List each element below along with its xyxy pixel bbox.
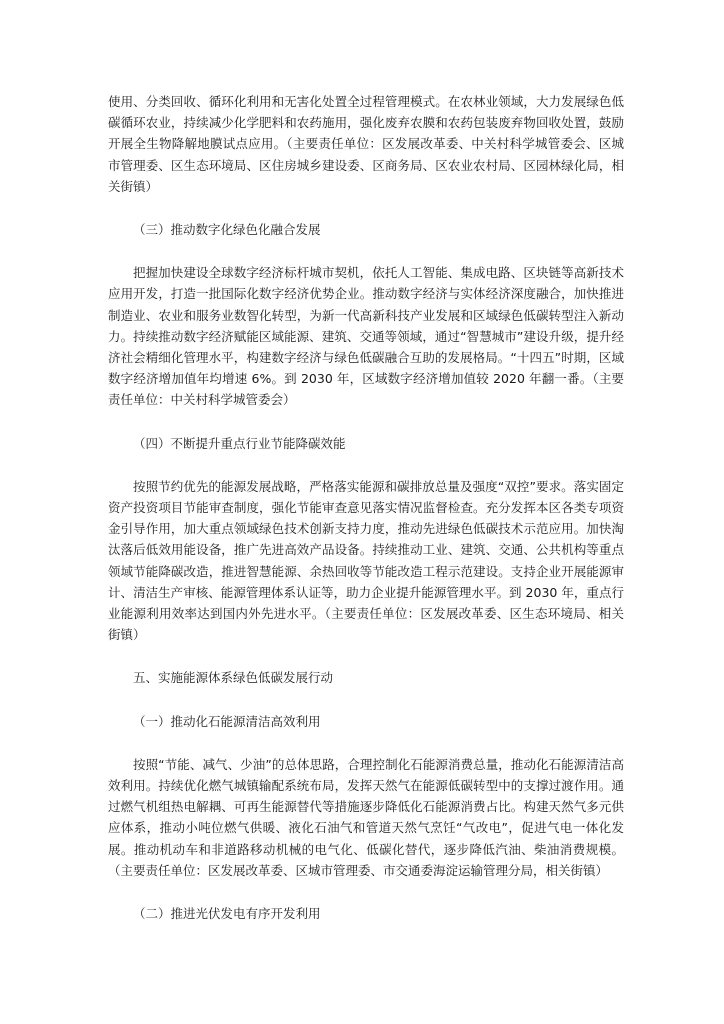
- paragraph-section-4: 按照节约优先的能源发展战略，严格落实能源和碳排放总量及强度“双控”要求。落实固定资产投资项目节能审查制度，强化节能审查意见落实情况监督检查。充分发挥本区各类专项资金引导作用，加大重点领域绿色技术创新支持力度，推动先进绿色低碳技术示范应用。加快淘汰落后低效用能设备，推广先进高效产品设备。持续推动工业、建筑、交通、公共机构等重点领域节能降碳改造，推进智慧能源、余热回收等节能改造工程示范建设。支持企业开展能源审计、清洁生产审核、能源管理体系认证等，助力企业提升能源管理水平。到 2030 年，重点行业能源利用效率达到国内外先进水平。（主要责任单位：区发展改革委、区生态环境局、相关街镇）: [108, 478, 624, 643]
- heading-section-3: （三）推动数字化绿色化融合发展: [133, 222, 321, 238]
- paragraph-section-3: 把握加快建设全球数字经济标杆城市契机，依托人工智能、集成电路、区块链等高新技术应用开发，打造一批国际化数字经济优势企业。推动数字经济与实体经济深度融合，加快推进制造业、农业和服务业数智化转型，为新一代高新科技产业发展和区域绿色低碳转型注入新动力。持续推动数字经济赋能区域能源、建筑、交通等领域，通过“智慧城市”建设升级，提升经济社会精细化管理水平，构建数字经济与绿色低碳融合互助的发展格局。“十四五”时期，区域数字经济增加值年均增速 6%。到 2030 年，区域数字经济增加值较 2020 年翻一番。（主要责任单位：中关村科学城管委会）: [108, 265, 624, 408]
- paragraph-section-5-1: 按照“节能、减气、少油”的总体思路，合理控制化石能源消费总量，推动化石能源清洁高效利用。持续优化燃气城镇输配系统布局，发挥天然气在能源低碳转型中的支撑过渡作用。通过燃气机组热电解耦、可再生能源替代等措施逐步降低化石能源消费占比。构建天然气多元供应体系，推动小吨位燃气供暖、液化石油气和管道天然气烹饪“气改电”，促进气电一体化发展。推动机动车和非道路移动机械的电气化、低碳化替代，逐步降低汽油、柴油消费规模。（主要责任单位：区发展改革委、区城市管理委、市交通委海淀运输管理分局，相关街镇）: [108, 756, 624, 878]
- heading-section-5-1: （一）推动化石能源清洁高效利用: [133, 713, 321, 729]
- paragraph-intro: 使用、分类回收、循环化利用和无害化处置全过程管理模式。在农林业领域，大力发展绿色低碳循环农业，持续减少化学肥料和农药施用，强化废弃农膜和农药包装废弃物回收处置，鼓励开展全生物降解地膜试点应用。（主要责任单位：区发展改革委、中关村科学城管委会、区城市管理委、区生态环境局、区住房城乡建设委、区商务局、区农业农村局、区园林绿化局，相关街镇）: [108, 94, 624, 194]
- heading-chapter-5: 五、实施能源体系绿色低碳发展行动: [133, 670, 334, 686]
- document-page: [108, 91, 624, 924]
- heading-section-5-2: （二）推进光伏发电有序开发利用: [133, 906, 321, 922]
- heading-section-4: （四）不断提升重点行业节能降碳效能: [133, 435, 346, 451]
